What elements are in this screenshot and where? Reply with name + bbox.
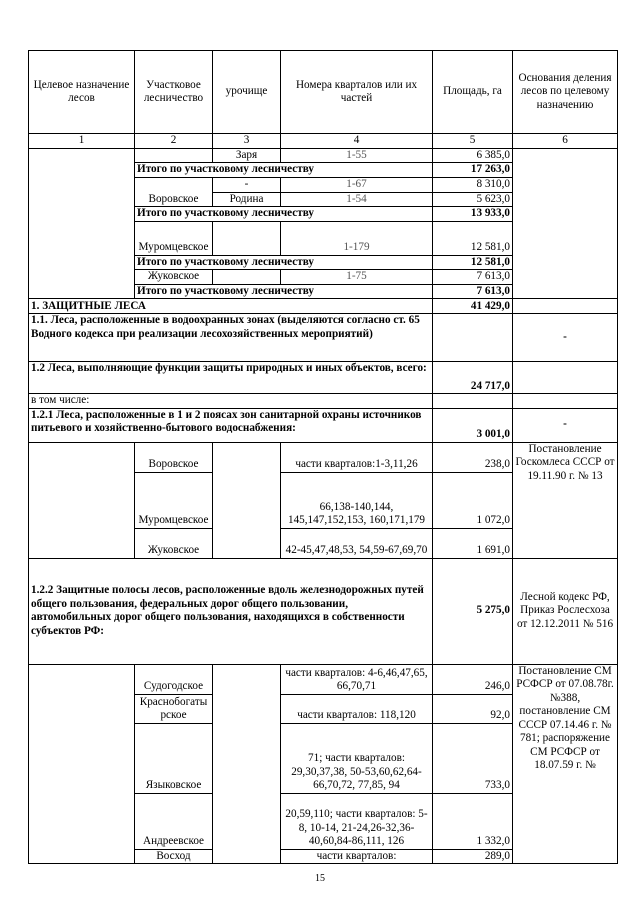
col-number: 5 [433, 134, 513, 149]
district-cell: Языковское [135, 723, 213, 793]
quarters-cell: части кварталов: 4-6,46,47,65, 66,70,71 [281, 664, 433, 694]
quarters-cell: 1-179 [281, 221, 433, 255]
quarters-cell: 42-45,47,48,53, 54,59-67,69,70 [281, 528, 433, 558]
section-area [433, 314, 513, 362]
tract-cell: Заря [213, 148, 281, 163]
tract-cell: - [213, 177, 281, 192]
basis-cell: - [513, 314, 618, 362]
basis-cell: Лесной кодекс РФ, Приказ Рослесхоза от 12.12.2011 № 516 [513, 558, 618, 664]
district-cell: Жуковское [135, 528, 213, 558]
purpose-cell [29, 664, 135, 864]
area-cell: 289,0 [433, 849, 513, 864]
purpose-cell [29, 442, 135, 558]
subtotal-area: 17 263,0 [433, 163, 513, 178]
subtotal-label: Итого по участковому лесничеству [135, 163, 433, 178]
district-cell: Жуковское [135, 270, 213, 285]
subtotal-area: 7 613,0 [433, 284, 513, 299]
district-cell: Восход [135, 849, 213, 864]
table-row [29, 442, 618, 472]
area-cell: 238,0 [433, 442, 513, 472]
purpose-cell [29, 148, 135, 299]
column-number-row [29, 134, 618, 149]
section-row [29, 408, 618, 442]
district-cell: Воровское [135, 177, 213, 207]
area-cell: 1 072,0 [433, 472, 513, 528]
header-row [29, 51, 618, 134]
section-title: 1.2.1 Леса, расположенные в 1 и 2 поясах зон санитарной охраны источников питьевого и хозяйственно-бытового водоснабжения: [29, 408, 433, 442]
district-cell: Андреевское [135, 793, 213, 849]
table-row [29, 664, 618, 694]
section-row [29, 558, 618, 664]
section-title: 1.2 Леса, выполняющие функции защиты природных и иных объектов, всего: [29, 362, 433, 394]
quarters-cell: части кварталов: [281, 849, 433, 864]
header-district: Участковое лесничество [135, 51, 213, 134]
tract-cell [213, 270, 281, 285]
district-cell: Муромцевское [135, 472, 213, 528]
area-cell: 6 385,0 [433, 148, 513, 163]
subtotal-area: 12 581,0 [433, 255, 513, 270]
col-number: 6 [513, 134, 618, 149]
basis-cell [513, 362, 618, 394]
district-cell: Краснобогатырское [135, 694, 213, 723]
area-cell: 733,0 [433, 723, 513, 793]
basis-cell [513, 299, 618, 314]
quarters-cell: 66,138-140,144, 145,147,152,153, 160,171,179 [281, 472, 433, 528]
section-row [29, 314, 618, 362]
header-tract: урочище [213, 51, 281, 134]
quarters-cell: 1-67 [281, 177, 433, 192]
col-number: 3 [213, 134, 281, 149]
area-cell: 92,0 [433, 694, 513, 723]
area-cell: 246,0 [433, 664, 513, 694]
section-row [29, 299, 618, 314]
district-cell: Судогодское [135, 664, 213, 694]
table-row [29, 148, 618, 163]
district-cell: Воровское [135, 442, 213, 472]
basis-cell: - [513, 408, 618, 442]
header-basis: Основания деления лесов по целевому назначению [513, 51, 618, 134]
subtotal-label: Итого по участковому лесничеству [135, 207, 433, 222]
section-row [29, 362, 618, 394]
quarters-cell: части кварталов:1-3,11,26 [281, 442, 433, 472]
page-number: 15 [315, 873, 325, 884]
section-note: в том числе: [29, 394, 433, 409]
section-area: 3 001,0 [433, 408, 513, 442]
quarters-cell: 1-55 [281, 148, 433, 163]
area-cell: 1 691,0 [433, 528, 513, 558]
tract-cell [213, 664, 281, 864]
tract-cell [213, 221, 281, 255]
quarters-cell: 20,59,110; части кварталов: 5-8, 10-14, 21-24,26-32,36-40,60,84-86,111, 126 [281, 793, 433, 849]
section-title: 1.1. Леса, расположенные в водоохранных зонах (выделяются согласно ст. 65 Водного кодекса при реализации лесохозяйственных мероприятий) [29, 314, 433, 362]
area-cell: 5 623,0 [433, 192, 513, 207]
tract-cell [213, 442, 281, 558]
section-title: 1. ЗАЩИТНЫЕ ЛЕСА [29, 299, 433, 314]
subtotal-area: 13 933,0 [433, 207, 513, 222]
section-area [433, 394, 513, 409]
section-title: 1.2.2 Защитные полосы лесов, расположенные вдоль железнодорожных путей общего пользования, федеральных дорог общего пользовании, автомобильных дорог общего пользования, находящихся в собственности субъектов РФ: [29, 558, 433, 664]
basis-cell [513, 394, 618, 409]
area-cell: 12 581,0 [433, 221, 513, 255]
section-area: 41 429,0 [433, 299, 513, 314]
header-quarters: Номера кварталов или их частей [281, 51, 433, 134]
tract-cell: Родина [213, 192, 281, 207]
forest-table [28, 50, 618, 864]
basis-cell [513, 148, 618, 299]
quarters-cell: 1-54 [281, 192, 433, 207]
section-area: 24 717,0 [433, 362, 513, 394]
area-cell: 1 332,0 [433, 793, 513, 849]
header-area: Площадь, га [433, 51, 513, 134]
quarters-cell: 71; части кварталов: 29,30,37,38, 50-53,60,62,64-66,70,72, 77,85, 94 [281, 723, 433, 793]
area-cell: 7 613,0 [433, 270, 513, 285]
basis-cell: Постановление Госкомлеса СССР от 19.11.90 г. № 13 [513, 442, 618, 558]
section-row [29, 394, 618, 409]
district-cell: Муромцевское [135, 221, 213, 255]
area-cell: 8 310,0 [433, 177, 513, 192]
col-number: 2 [135, 134, 213, 149]
subtotal-label: Итого по участковому лесничеству [135, 284, 433, 299]
basis-cell: Постановление СМ РСФСР от 07.08.78г. №388, постановление СМ СССР 07.14.46 г. № 781; распоряжение СМ РСФСР от 18.07.59 г. № [513, 664, 618, 864]
district-cell [135, 148, 213, 163]
header-purpose: Целевое назначение лесов [29, 51, 135, 134]
col-number: 1 [29, 134, 135, 149]
subtotal-label: Итого по участковому лесничеству [135, 255, 433, 270]
col-number: 4 [281, 134, 433, 149]
section-area: 5 275,0 [433, 558, 513, 664]
quarters-cell: части кварталов: 118,120 [281, 694, 433, 723]
quarters-cell: 1-75 [281, 270, 433, 285]
